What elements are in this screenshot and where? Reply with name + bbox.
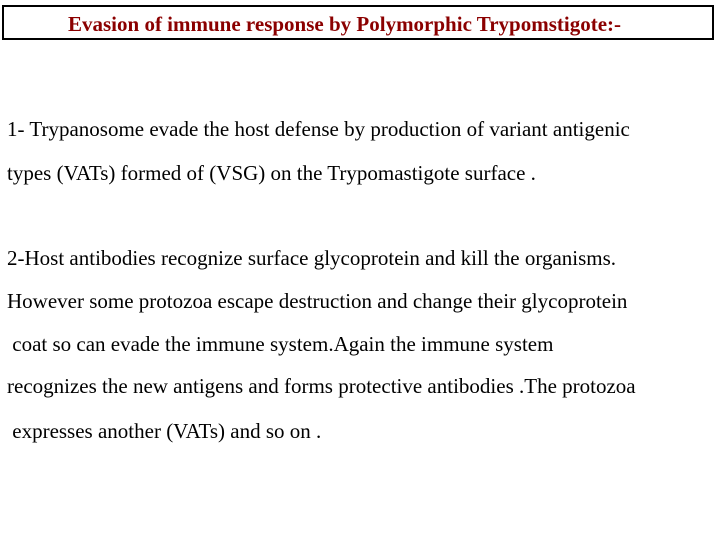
body-line-6: recognizes the new antigens and forms protective antibodies .The protozoa <box>7 374 636 398</box>
body-line-7: expresses another (VATs) and so on . <box>7 419 322 443</box>
title-box <box>2 5 714 40</box>
body-line-2: types (VATs) formed of (VSG) on the Trypomastigote surface . <box>7 161 536 185</box>
body-line-4: However some protozoa escape destruction and change their glycoprotein <box>7 289 628 313</box>
body-line-1: 1- Trypanosome evade the host defense by production of variant antigenic <box>7 117 630 141</box>
slide-title: Evasion of immune response by Polymorphic Trypomstigote:- <box>68 12 622 36</box>
body-line-3: 2-Host antibodies recognize surface glycoprotein and kill the organisms. <box>7 246 617 270</box>
body-line-5: coat so can evade the immune system.Again the immune system <box>7 332 554 356</box>
